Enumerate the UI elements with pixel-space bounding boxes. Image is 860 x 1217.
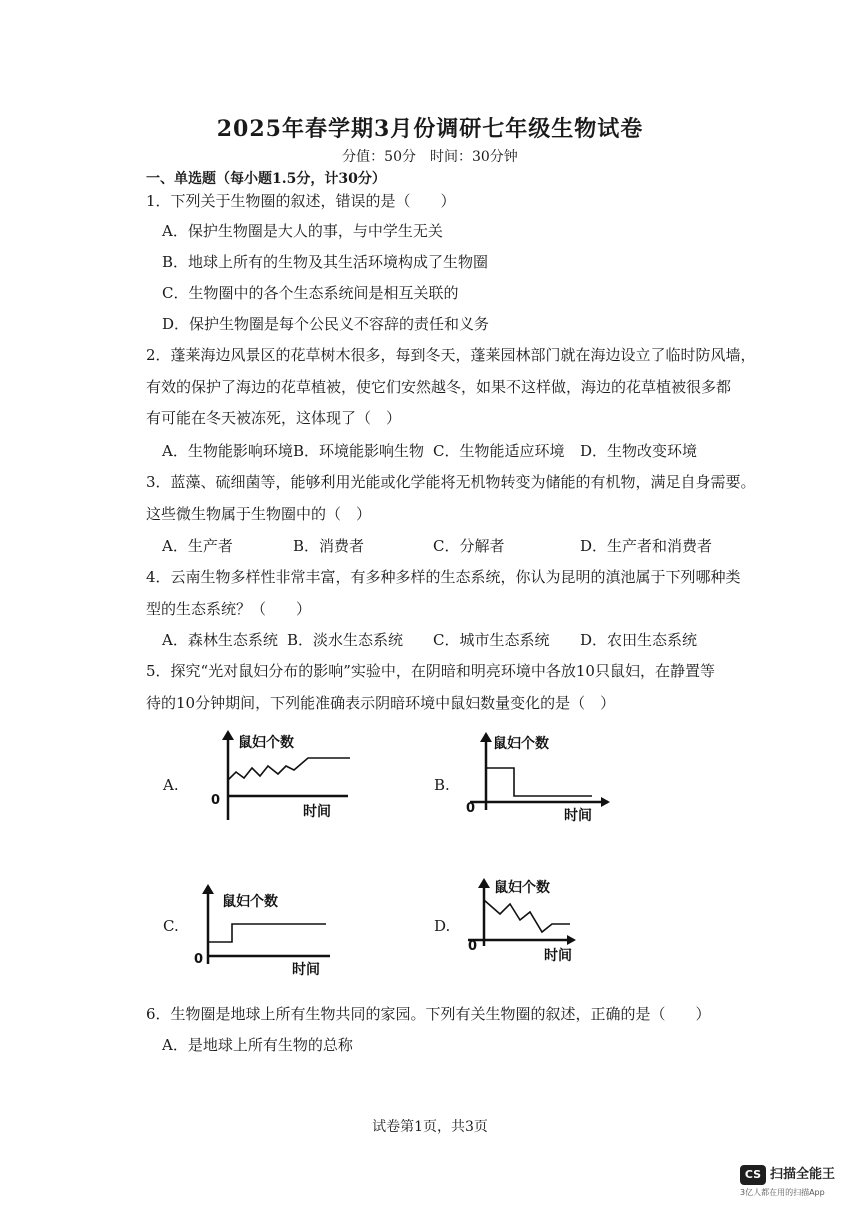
q1-option-b: B．地球上所有的生物及其生活环境构成了生物圈 <box>162 253 489 271</box>
q2-option-a: A．生物能影响环境 <box>162 442 293 460</box>
q4-line1: 4．云南生物多样性非常丰富，有多种多样的生态系统，你认为昆明的滇池属于下列哪种类 <box>146 568 741 586</box>
brand-name: 扫描全能王 <box>770 1167 836 1182</box>
q5-line2: 待的10分钟期间，下列能准确表示阴暗环境中鼠妇数量变化的是（ ） <box>146 694 616 712</box>
q3-option-a: A．生产者 <box>162 537 233 555</box>
q5-chart-c-label: C. <box>163 917 179 935</box>
q5-chart-b-origin: 0 <box>466 801 476 816</box>
exam-title: 2025年春学期3月份调研七年级生物试卷 <box>216 116 644 142</box>
q5-chart-d-ylabel: 鼠妇个数 <box>494 880 550 896</box>
q5-chart-b-ylabel: 鼠妇个数 <box>493 736 549 752</box>
q2-line3: 有可能在冬天被冻死，这体现了（ ） <box>146 409 402 427</box>
q5-chart-d <box>462 874 592 966</box>
q5-line1: 5．探究“光对鼠妇分布的影响”实验中，在阴暗和明亮环境中各放10只鼠妇，在静置等 <box>146 662 715 680</box>
q5-chart-a-ylabel: 鼠妇个数 <box>238 735 294 751</box>
q5-chart-d-label: D. <box>434 917 451 935</box>
q5-chart-c-xlabel: 时间 <box>292 962 320 978</box>
q4-option-a: A．森林生态系统 <box>162 631 278 649</box>
q5-chart-b <box>460 730 620 826</box>
q5-chart-b-xlabel: 时间 <box>564 808 592 824</box>
section-heading: 一、单选题（每小题1.5分，计30分） <box>146 171 386 187</box>
q5-chart-c-origin: 0 <box>194 952 204 967</box>
exam-meta: 分值：50分 时间：30分钟 <box>342 149 518 165</box>
q1-option-c: C．生物圈中的各个生态系统间是相互关联的 <box>162 284 459 302</box>
q2-line1: 2．蓬莱海边风景区的花草树木很多，每到冬天，蓬莱园林部门就在海边设立了临时防风墙， <box>146 346 756 364</box>
q5-chart-d-xlabel: 时间 <box>544 948 572 964</box>
q4-option-c: C．城市生态系统 <box>433 631 550 649</box>
q3-line2: 这些微生物属于生物圈中的（ ） <box>146 505 372 523</box>
page-footer: 试卷第1页，共3页 <box>372 1119 488 1135</box>
q4-option-b: B．淡水生态系统 <box>287 631 404 649</box>
q5-chart-a <box>198 728 368 824</box>
q5-chart-c-ylabel: 鼠妇个数 <box>222 894 278 910</box>
q1-option-a: A．保护生物圈是大人的事，与中学生无关 <box>162 222 443 240</box>
q5-chart-b-label: B. <box>434 776 450 794</box>
q5-chart-c <box>190 882 340 978</box>
q3-line1: 3．蓝藻、硫细菌等，能够利用光能或化学能将无机物转变为储能的有机物，满足自身需要。 <box>146 473 756 491</box>
q3-option-d: D．生产者和消费者 <box>580 537 713 555</box>
q2-option-b: B．环境能影响生物 <box>293 442 425 460</box>
brand-tagline: 3亿人都在用的扫描App <box>740 1188 825 1197</box>
q5-chart-a-origin: 0 <box>211 793 221 808</box>
q6-option-a: A．是地球上所有生物的总称 <box>162 1036 353 1054</box>
q1-option-d: D．保护生物圈是每个公民义不容辞的责任和义务 <box>162 315 490 333</box>
q6-stem: 6．生物圈是地球上所有生物共同的家园。下列有关生物圈的叙述，正确的是（ ） <box>146 1005 711 1023</box>
q1-stem: 1．下列关于生物圈的叙述，错误的是（ ） <box>146 192 456 210</box>
camscanner-logo-icon: CS <box>740 1165 766 1185</box>
q2-option-d: D．生物改变环境 <box>580 442 698 460</box>
q3-option-c: C．分解者 <box>433 537 505 555</box>
q4-option-d: D．农田生态系统 <box>580 631 698 649</box>
q5-chart-a-label: A. <box>163 776 179 794</box>
q5-chart-d-origin: 0 <box>468 939 478 954</box>
q2-line2: 有效的保护了海边的花草植被，使它们安然越冬，如果不这样做，海边的花草植被很多都 <box>146 378 732 396</box>
q5-chart-a-xlabel: 时间 <box>303 804 331 820</box>
q4-line2: 型的生态系统？（ ） <box>146 600 312 618</box>
q3-option-b: B．消费者 <box>293 537 365 555</box>
q2-option-c: C．生物能适应环境 <box>433 442 565 460</box>
